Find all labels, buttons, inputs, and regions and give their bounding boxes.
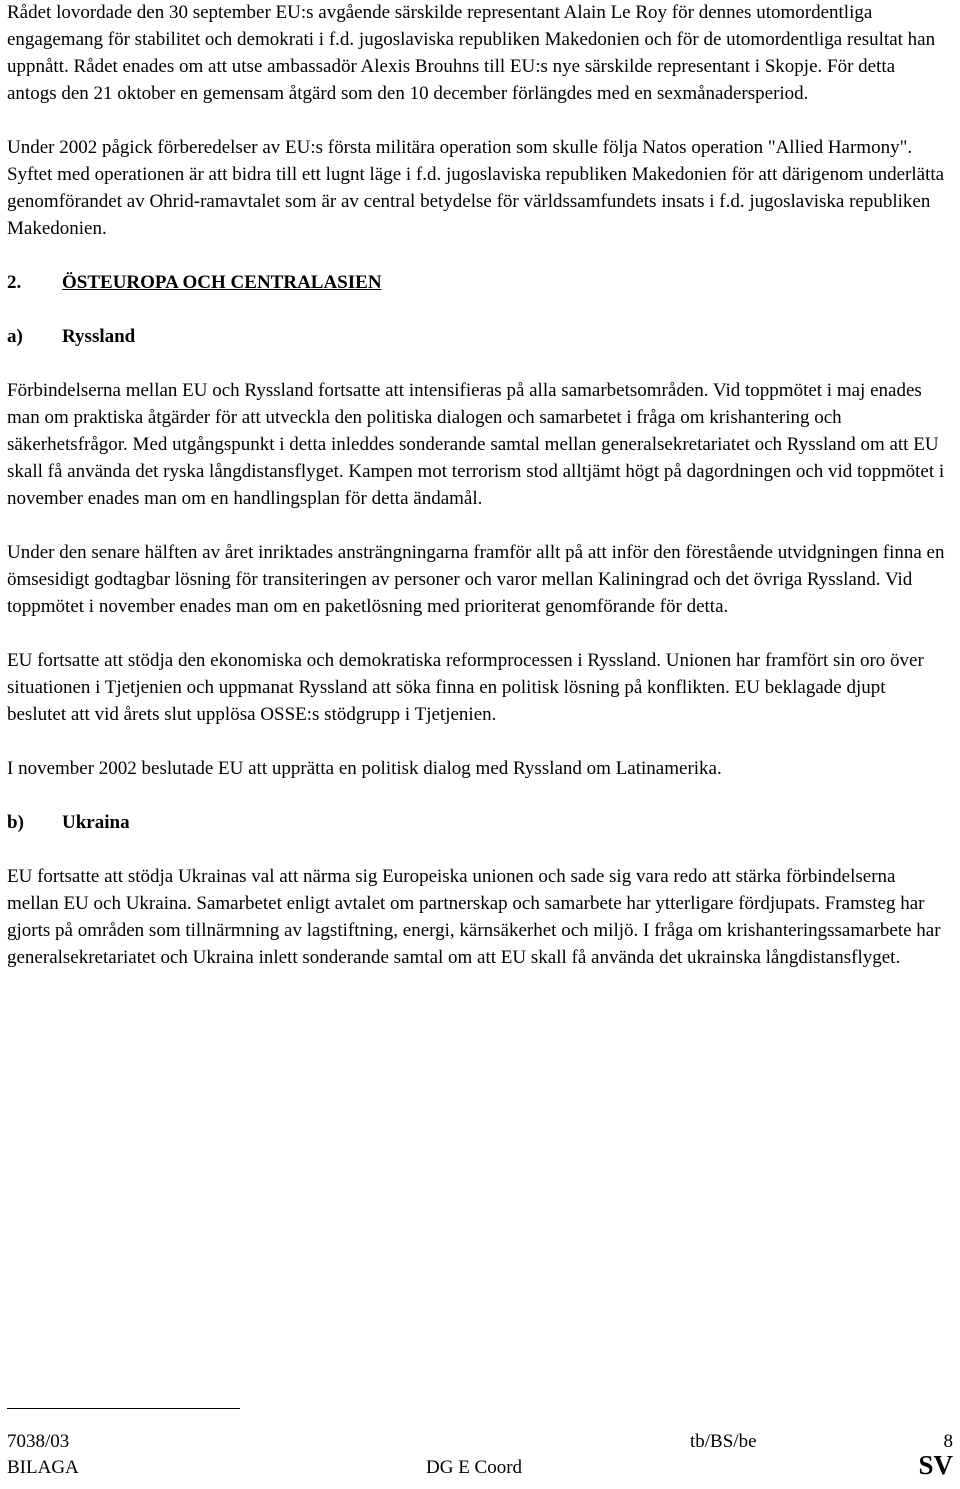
paragraph-latinamerika: I november 2002 beslutade EU att upprätta en politisk dialog med Ryssland om Latinamerika. bbox=[7, 758, 722, 779]
footer-doc-number: 7038/03 bbox=[7, 1431, 70, 1452]
subsection-title: Ukraina bbox=[62, 812, 130, 833]
footer-page-number: 8 bbox=[943, 1431, 953, 1452]
subsection-letter: a) bbox=[7, 326, 23, 347]
paragraph-ryssland-relations: Förbindelserna mellan EU och Ryssland fortsatte att intensifieras på alla samarbetsområden. Vid toppmötet i maj enades man om praktiska åtgärder för att utveckla den politiska dialogen och samarbetet i fråga om krishantering och säkerhetsfrågor. Med utgångspunkt i detta inleddes sonderande samtal mellan generalsekretariatet och Ryssland om att EU skall få använda det ryska långdistansflyget. Kampen mot terrorism stod alltjämt högt på dagordningen och vid toppmötet i november enades man om en handlingsplan för detta ändamål. bbox=[7, 380, 945, 509]
paragraph-makedonien-representative: Rådet lovordade den 30 september EU:s avgående särskilde representant Alain Le Roy för dennes utomordentliga engagemang för stabilitet och demokrati i f.d. jugoslaviska republiken Makedonien och för de utomordentliga resultat han uppnått. Rådet enades om att utse ambassadör Alexis Brouhns till EU:s nye särskilde representant i Skopje. För detta antogs den 21 oktober en gemensam åtgärd som den 10 december förlängdes med en sexmånadersperiod. bbox=[7, 2, 936, 104]
footer-dg: DG E Coord bbox=[426, 1457, 523, 1478]
paragraph-military-operation: Under 2002 pågick förberedelser av EU:s första militära operation som skulle följa Natos operation "Allied Harmony". Syftet med operationen är att bidra till ett lugnt läge i f.d. jugoslaviska republiken Makedonien för att därigenom underlätta genomförandet av Ohrid-ramavtalet som är av central betydelse för världssamfundets insats i f.d. jugoslaviska republiken Makedonien. bbox=[7, 137, 945, 239]
document-body bbox=[7, 0, 947, 971]
section-number: 2. bbox=[7, 272, 22, 293]
footer-initials: tb/BS/be bbox=[690, 1431, 757, 1452]
section-title: ÖSTEUROPA OCH CENTRALASIEN bbox=[62, 272, 382, 293]
paragraph-ukraina: EU fortsatte att stödja Ukrainas val att närma sig Europeiska unionen och sade sig vara redo att stärka förbindelserna mellan EU och Ukraina. Samarbetet enligt avtalet om partnerskap och samarbete har ytterligare fördjupats. Framsteg har gjorts på områden som tillnärmning av lagstiftning, energi, kärnsäkerhet och miljö. I fråga om krishanteringssamarbete har generalsekretariatet och Ukraina inlett sonderande samtal om att EU skall få använda det ukrainska långdistansflyget. bbox=[7, 866, 941, 968]
section-heading bbox=[7, 269, 947, 296]
subsection-title: Ryssland bbox=[62, 326, 136, 347]
subsection-heading-ryssland bbox=[7, 323, 947, 350]
footer-annex: BILAGA bbox=[7, 1457, 79, 1478]
paragraph-kaliningrad: Under den senare hälften av året inriktades ansträngningarna framför allt på att inför den förestående utvidgningen finna en ömsesidigt godtagbar lösning för transiteringen av personer och varor mellan Kaliningrad och det övriga Ryssland. Vid toppmötet i november enades man om en paketlösning med prioriterat genomförande för detta. bbox=[7, 542, 945, 617]
footer-language: SV bbox=[918, 1450, 953, 1480]
subsection-heading-ukraina bbox=[7, 809, 947, 836]
subsection-letter: b) bbox=[7, 812, 24, 833]
footer-divider bbox=[7, 1408, 240, 1409]
paragraph-reform-process: EU fortsatte att stödja den ekonomiska och demokratiska reformprocessen i Ryssland. Unionen har framfört sin oro över situationen i Tjetjenien och uppmanat Ryssland att söka finna en politisk lösning på konflikten. EU beklagade djupt beslutet att vid årets slut upplösa OSSE:s stödgrupp i Tjetjenien. bbox=[7, 650, 924, 725]
